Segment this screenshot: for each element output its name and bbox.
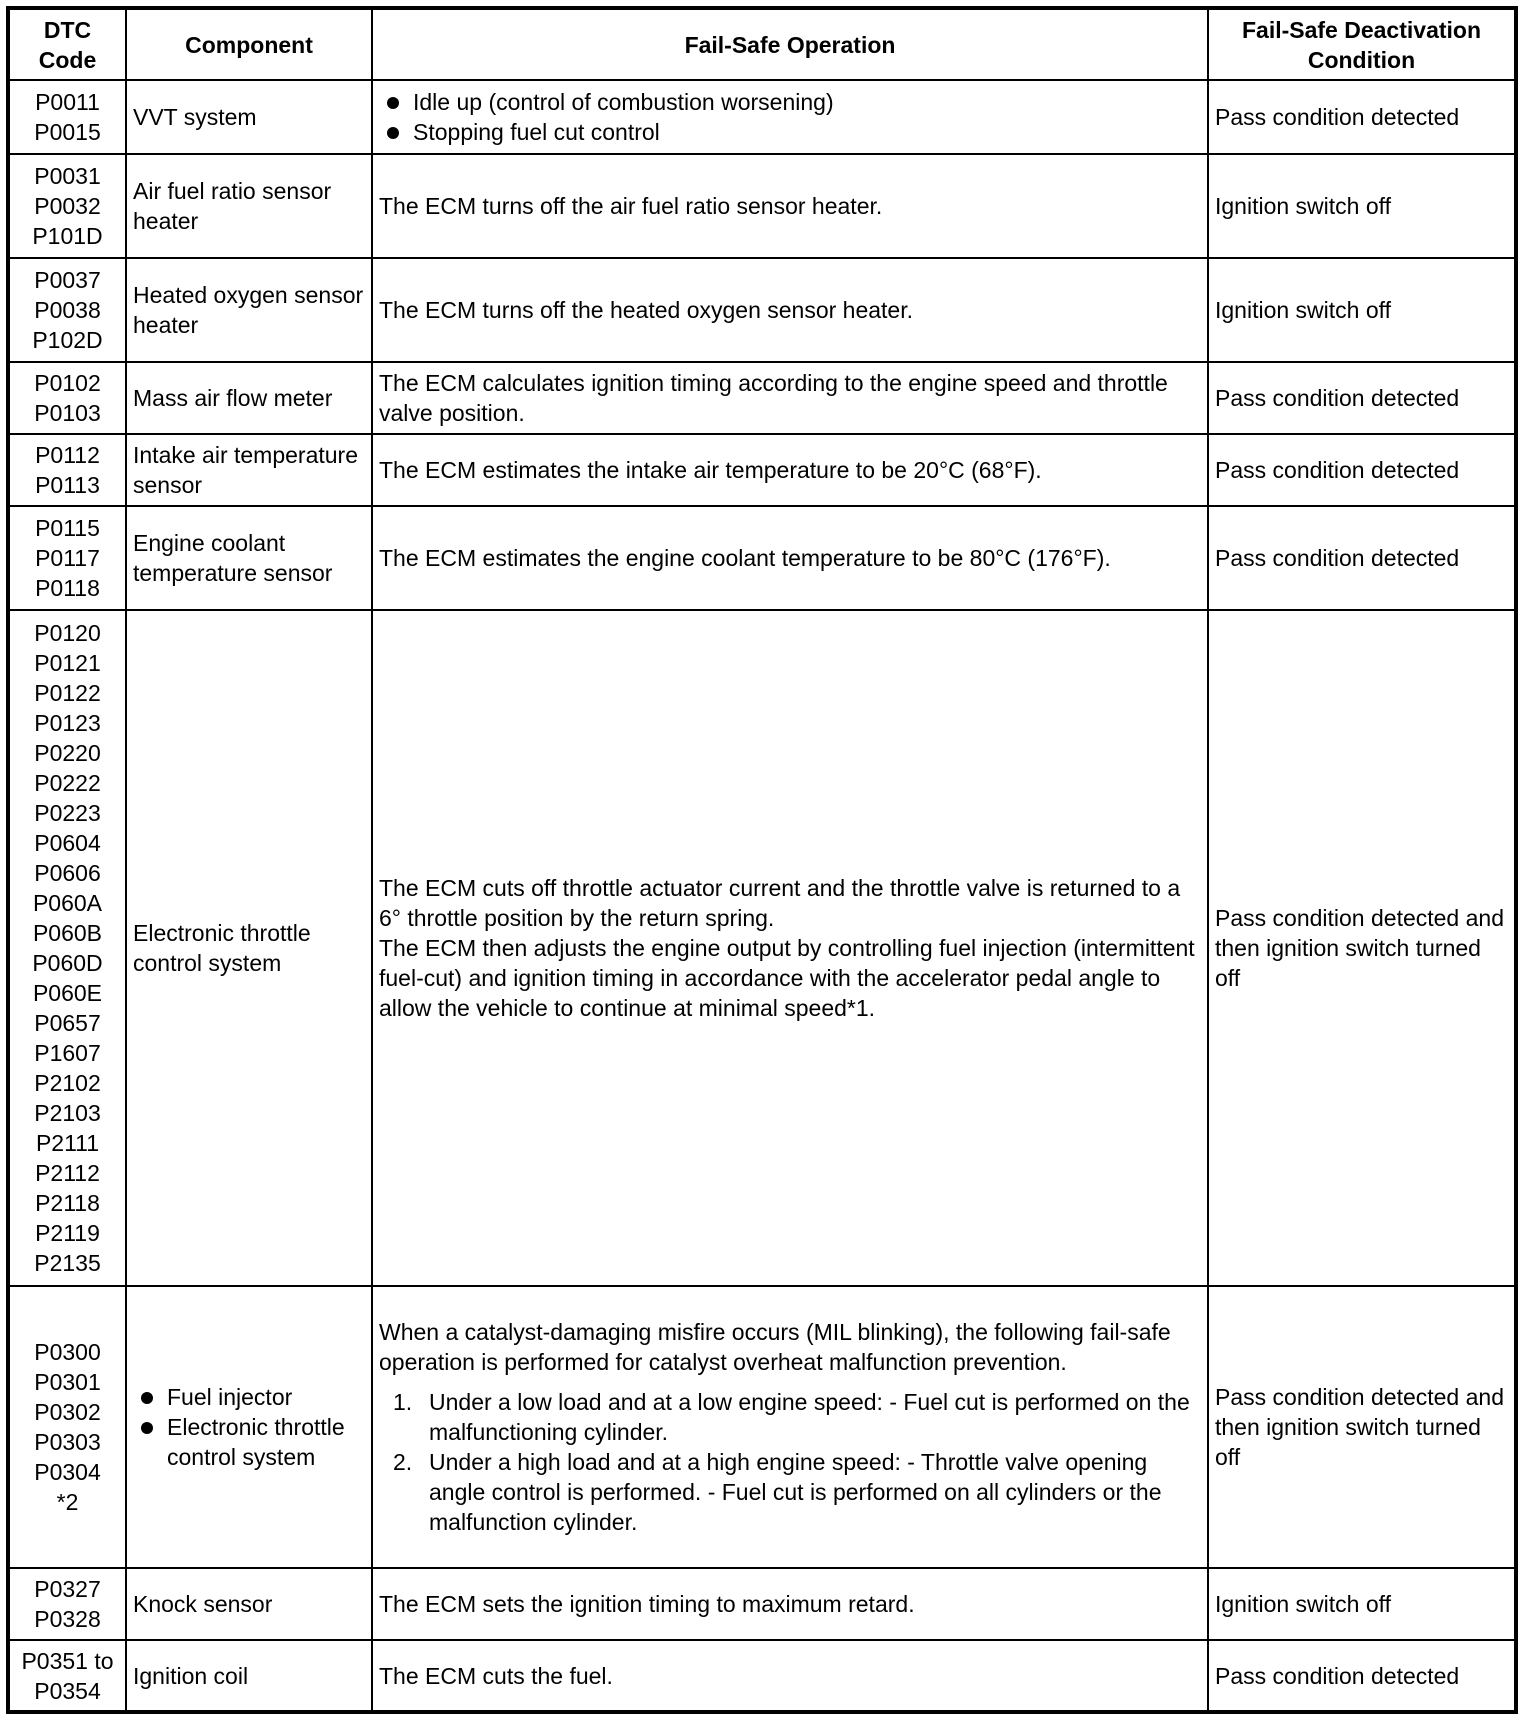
dtc-code: P0118 — [35, 575, 100, 601]
deactivation-cell: Pass condition detected — [1208, 506, 1516, 610]
component-cell: Knock sensor — [126, 1568, 372, 1640]
dtc-code: P2102 — [34, 1070, 101, 1096]
dtc-code: P060D — [32, 950, 103, 976]
header-deactivation-condition — [1208, 8, 1516, 80]
dtc-code-cell — [8, 1568, 126, 1640]
step-item — [379, 1447, 1201, 1537]
dtc-code: P2111 — [35, 1130, 100, 1156]
bullet-item: Electronic throttle control system — [133, 1412, 365, 1472]
dtc-code-cell — [8, 1286, 126, 1568]
component-cell: Electronic throttle control system — [126, 610, 372, 1286]
dtc-code: P0223 — [34, 800, 101, 826]
dtc-code-cell — [8, 154, 126, 258]
table-row — [8, 434, 1516, 506]
bullet-item: Fuel injector — [133, 1382, 365, 1412]
bullet-item: Idle up (control of combustion worsening) — [379, 87, 1201, 117]
dtc-code: P0328 — [34, 1606, 101, 1632]
dtc-code: P0304 — [34, 1459, 101, 1485]
component-cell: Intake air temperature sensor — [126, 434, 372, 506]
component-cell: Air fuel ratio sensor heater — [126, 154, 372, 258]
operation-cell: The ECM estimates the engine coolant temperature to be 80°C (176°F). — [372, 506, 1208, 610]
component-bullet-list — [133, 1382, 365, 1472]
step-number: 2. — [393, 1449, 413, 1475]
dtc-code: P0327 — [34, 1576, 101, 1602]
operation-paragraph: The ECM then adjusts the engine output by controlling fuel injection (intermittent fuel-cut) and ignition timing in accordance with the accelerator pedal angle to allow the vehicle to continue at minimal speed*1. — [379, 935, 1195, 1021]
header-deact-line2: Condition — [1307, 46, 1416, 73]
dtc-code-cell — [8, 1640, 126, 1712]
deactivation-cell: Ignition switch off — [1208, 154, 1516, 258]
dtc-code: P0037 — [34, 267, 101, 293]
header-fail-safe-operation: Fail-Safe Operation — [372, 8, 1208, 80]
header-component: Component — [126, 8, 372, 80]
table-row — [8, 258, 1516, 362]
step-text: Under a high load and at a high engine speed: - Throttle valve opening angle control is performed. - Fuel cut is performed on all cylinders or the malfunction cylinder. — [429, 1449, 1162, 1535]
dtc-code-cell — [8, 434, 126, 506]
table-row — [8, 154, 1516, 258]
bullet-item: Stopping fuel cut control — [379, 117, 1201, 147]
header-row — [8, 8, 1516, 80]
dtc-code: P0115 — [35, 515, 100, 541]
dtc-code: P2103 — [34, 1100, 101, 1126]
operation-cell — [372, 1286, 1208, 1568]
dtc-code: P101D — [32, 223, 103, 249]
dtc-code: P0102 — [34, 370, 101, 396]
dtc-code: P0122 — [34, 680, 101, 706]
deactivation-cell: Pass condition detected and then ignition switch turned off — [1208, 1286, 1516, 1568]
operation-bullet-list — [379, 87, 1201, 147]
deactivation-cell: Ignition switch off — [1208, 258, 1516, 362]
table-row — [8, 506, 1516, 610]
component-cell: Heated oxygen sensor heater — [126, 258, 372, 362]
dtc-code: P0606 — [34, 860, 101, 886]
operation-cell: The ECM turns off the air fuel ratio sensor heater. — [372, 154, 1208, 258]
component-cell: Mass air flow meter — [126, 362, 372, 434]
dtc-code: P102D — [32, 327, 103, 353]
table-row — [8, 80, 1516, 154]
header-deact-line1: Fail-Safe Deactivation — [1241, 16, 1482, 43]
dtc-code: P0038 — [34, 297, 101, 323]
dtc-code: P0015 — [34, 119, 101, 145]
header-dtc-line2: Code — [38, 46, 97, 73]
dtc-code: P2119 — [35, 1220, 100, 1246]
component-cell: Ignition coil — [126, 1640, 372, 1712]
dtc-code: P0303 — [34, 1429, 101, 1455]
fail-safe-table — [6, 6, 1518, 1714]
dtc-code: P0120 — [34, 620, 101, 646]
component-cell — [126, 1286, 372, 1568]
table-row — [8, 362, 1516, 434]
step-text: Under a low load and at a low engine speed: - Fuel cut is performed on the malfunctioning cylinder. — [429, 1389, 1190, 1445]
dtc-code: P0123 — [34, 710, 101, 736]
dtc-code: P2118 — [35, 1190, 100, 1216]
deactivation-cell: Pass condition detected and then ignition switch turned off — [1208, 610, 1516, 1286]
deactivation-cell: Ignition switch off — [1208, 1568, 1516, 1640]
dtc-code: P2135 — [34, 1250, 101, 1276]
dtc-code: P0302 — [34, 1399, 101, 1425]
table-row — [8, 1640, 1516, 1712]
dtc-code: P2112 — [35, 1160, 100, 1186]
dtc-code: P0220 — [34, 740, 101, 766]
step-item — [379, 1387, 1201, 1447]
dtc-code: P0031 — [34, 163, 101, 189]
operation-cell: The ECM cuts the fuel. — [372, 1640, 1208, 1712]
dtc-code: P060A — [32, 890, 103, 916]
dtc-code-cell — [8, 610, 126, 1286]
deactivation-cell: Pass condition detected — [1208, 362, 1516, 434]
dtc-code: P0222 — [34, 770, 101, 796]
dtc-code: P0604 — [34, 830, 101, 856]
operation-cell: The ECM sets the ignition timing to maximum retard. — [372, 1568, 1208, 1640]
dtc-code: P0032 — [34, 193, 101, 219]
operation-cell — [372, 610, 1208, 1286]
deactivation-cell: Pass condition detected — [1208, 80, 1516, 154]
header-dtc-code — [8, 8, 126, 80]
operation-cell: The ECM calculates ignition timing according to the engine speed and throttle valve position. — [372, 362, 1208, 434]
operation-cell: The ECM turns off the heated oxygen sensor heater. — [372, 258, 1208, 362]
dtc-code: P0112 — [35, 442, 100, 468]
dtc-code-cell — [8, 80, 126, 154]
dtc-code: P060E — [32, 980, 103, 1006]
dtc-code-cell — [8, 258, 126, 362]
table-row — [8, 1286, 1516, 1568]
dtc-code-note: *2 — [56, 1489, 79, 1515]
component-cell: Engine coolant temperature sensor — [126, 506, 372, 610]
deactivation-cell: Pass condition detected — [1208, 1640, 1516, 1712]
dtc-code-cell — [8, 506, 126, 610]
dtc-code: P0113 — [35, 472, 100, 498]
component-cell: VVT system — [126, 80, 372, 154]
dtc-code: P0657 — [34, 1010, 101, 1036]
dtc-code: P1607 — [34, 1040, 101, 1066]
table-row — [8, 610, 1516, 1286]
operation-cell: The ECM estimates the intake air temperature to be 20°C (68°F). — [372, 434, 1208, 506]
dtc-code-cell — [8, 362, 126, 434]
operation-paragraph: The ECM cuts off throttle actuator current and the throttle valve is returned to a 6° throttle position by the return spring. — [379, 875, 1181, 931]
dtc-code: P0300 — [34, 1339, 101, 1365]
deactivation-cell: Pass condition detected — [1208, 434, 1516, 506]
dtc-code: P0301 — [34, 1369, 101, 1395]
dtc-code: P0103 — [34, 400, 101, 426]
dtc-code: P0117 — [35, 545, 100, 571]
header-dtc-line1: DTC — [43, 16, 92, 43]
operation-steps — [379, 1387, 1201, 1537]
step-number: 1. — [393, 1389, 413, 1415]
operation-intro: When a catalyst-damaging misfire occurs (MIL blinking), the following fail-safe operation is performed for catalyst overheat malfunction prevention. — [379, 1319, 1171, 1375]
dtc-code: P0011 — [35, 89, 100, 115]
operation-cell — [372, 80, 1208, 154]
dtc-code: P0354 — [34, 1677, 101, 1704]
dtc-code: P060B — [32, 920, 103, 946]
table-row — [8, 1568, 1516, 1640]
dtc-code: P0351 to — [21, 1647, 114, 1674]
dtc-code: P0121 — [34, 650, 101, 676]
